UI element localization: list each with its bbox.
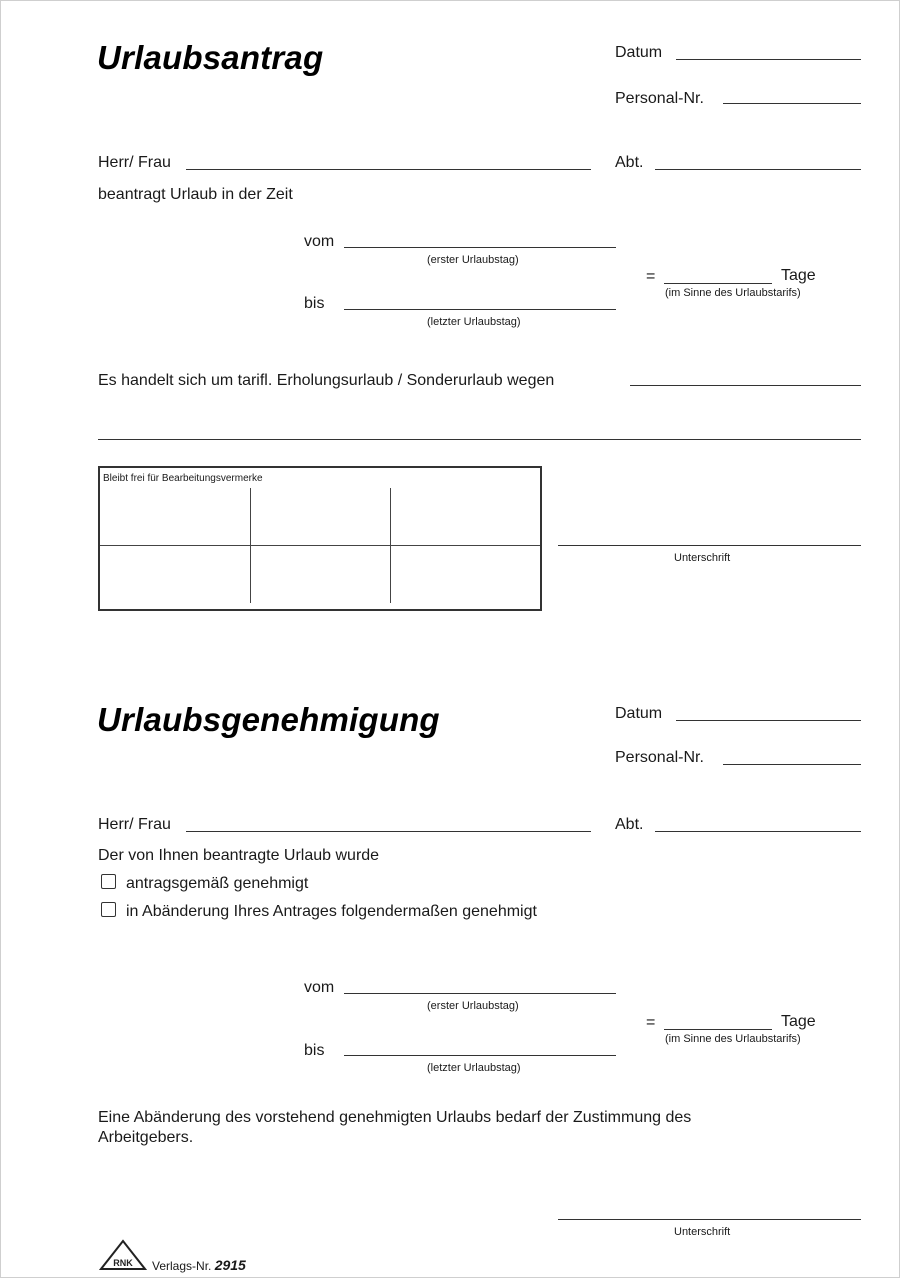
antrag-unterschrift-field[interactable] [558,527,861,546]
genehmigung-tage-field[interactable] [664,1011,772,1030]
antrag-bis-field[interactable] [344,291,616,310]
antrag-personal-field[interactable] [723,85,861,104]
antrag-bis-label: bis [304,295,325,312]
publisher-logo [99,1239,147,1271]
option-antragsgemaess-label: antragsgemäß genehmigt [126,875,309,892]
antrag-grund-field-2[interactable] [98,421,861,440]
vermerke-label: Bleibt frei für Bearbeitungsvermerke [103,473,263,484]
genehmigung-vom-label: vom [304,979,335,996]
antrag-tage-hint: (im Sinne des Urlaubstarifs) [665,287,801,299]
antrag-beantragt-text: beantragt Urlaub in der Zeit [98,186,293,203]
logo-text: RNK [113,1258,133,1268]
antrag-bis-hint: (letzter Urlaubstag) [427,316,521,328]
genehmigung-bis-hint: (letzter Urlaubstag) [427,1062,521,1074]
genehmigung-name-field[interactable] [186,813,591,832]
verlag-label: Verlags-Nr. [152,1259,212,1273]
genehmigung-intro-text: Der von Ihnen beantragte Urlaub wurde [98,847,380,864]
genehmigung-abt-label: Abt. [615,816,644,833]
antrag-abt-field[interactable] [655,151,861,170]
genehmigung-unterschrift-field[interactable] [558,1201,861,1220]
antrag-tage-field[interactable] [664,265,772,284]
antrag-personal-label: Personal-Nr. [615,90,704,107]
antrag-datum-label: Datum [615,44,663,61]
genehmigung-bis-field[interactable] [344,1037,616,1056]
vermerke-divider-h [100,545,540,546]
genehmigung-personal-label: Personal-Nr. [615,749,704,766]
antrag-vom-label: vom [304,233,335,250]
genehmigung-bis-label: bis [304,1042,325,1059]
genehmigung-vom-field[interactable] [344,975,616,994]
genehmigung-herr-label: Herr/ Frau [98,816,171,833]
antrag-herr-label: Herr/ Frau [98,154,171,171]
genehmigung-tage-hint: (im Sinne des Urlaubstarifs) [665,1033,801,1045]
antrag-title: Urlaubsantrag [97,39,324,76]
antrag-abt-label: Abt. [615,154,644,171]
antrag-name-field[interactable] [186,151,591,170]
vermerke-box [98,466,542,611]
genehmigung-title: Urlaubsgenehmigung [97,701,440,738]
antrag-unterschrift-label: Unterschrift [674,552,731,564]
genehmigung-note-line2: Arbeitgebers. [98,1129,194,1146]
genehmigung-vom-hint: (erster Urlaubstag) [427,1000,519,1012]
genehmigung-unterschrift-label: Unterschrift [674,1226,731,1238]
antrag-grund-field[interactable] [630,367,861,386]
antrag-vom-hint: (erster Urlaubstag) [427,254,519,266]
vermerke-divider-v1 [250,488,251,603]
verlag-info [152,1257,246,1273]
option-abaenderung-checkbox[interactable] [101,902,116,917]
verlag-number: 2915 [214,1257,246,1273]
antrag-vom-field[interactable] [344,229,616,248]
genehmigung-abt-field[interactable] [655,813,861,832]
antrag-tage-label: Tage [781,267,816,284]
vermerke-divider-v2 [390,488,391,603]
genehmigung-datum-label: Datum [615,705,663,722]
option-antragsgemaess-checkbox[interactable] [101,874,116,889]
antrag-grund-text: Es handelt sich um tarifl. Erholungsurlaub / Sonderurlaub wegen [98,372,555,389]
genehmigung-datum-field[interactable] [676,702,861,721]
genehmigung-note-line1: Eine Abänderung des vorstehend genehmigten Urlaubs bedarf der Zustimmung des [98,1109,692,1126]
option-abaenderung-label: in Abänderung Ihres Antrages folgendermaßen genehmigt [126,903,537,920]
antrag-datum-field[interactable] [676,41,861,60]
genehmigung-tage-label: Tage [781,1013,816,1030]
genehmigung-personal-field[interactable] [723,746,861,765]
antrag-equals: = [646,268,656,285]
genehmigung-equals: = [646,1014,656,1031]
